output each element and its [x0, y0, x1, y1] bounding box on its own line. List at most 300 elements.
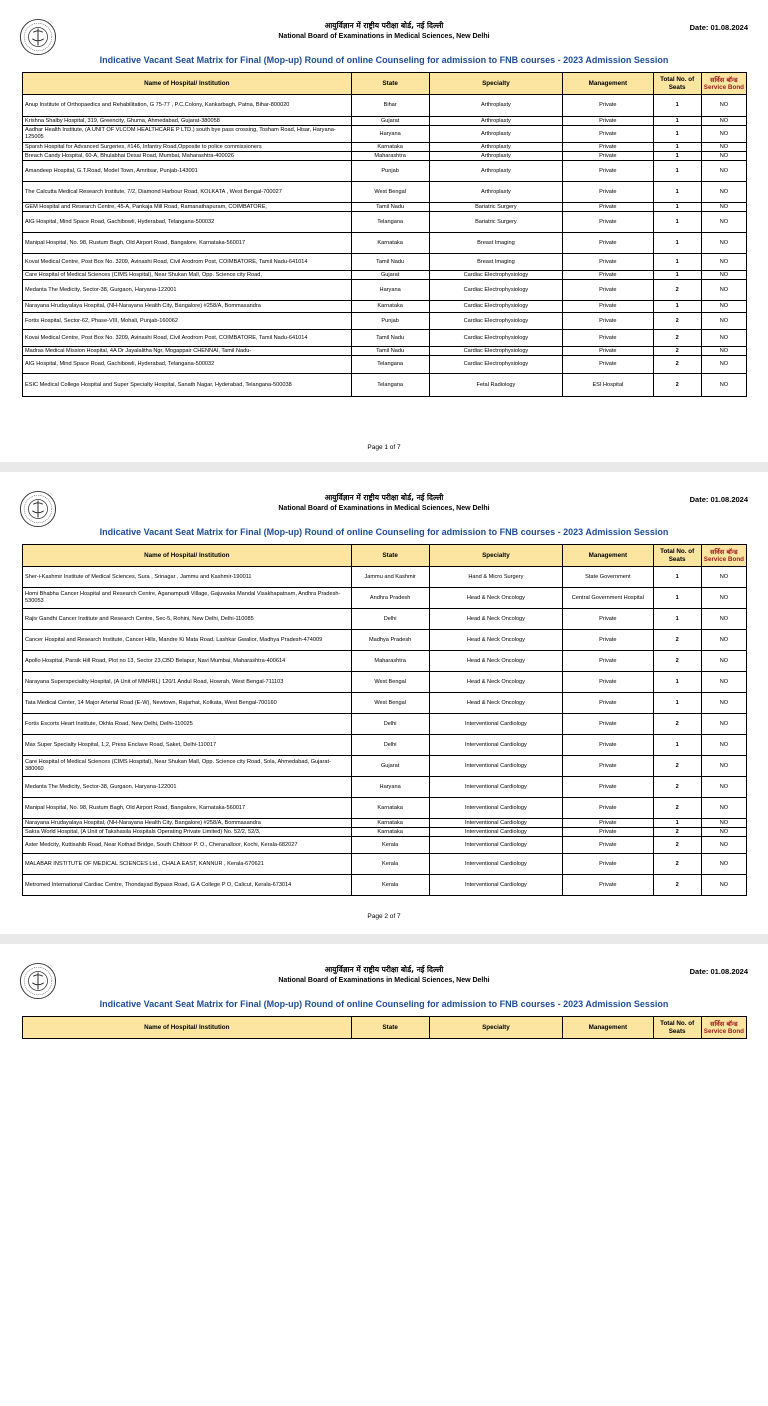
cell-seats: 1	[653, 212, 701, 233]
cell-hospital-name: Max Super Specialty Hospital, 1,2, Press Enclave Road, Saket, Delhi-110017	[23, 735, 352, 756]
cell-management: Private	[563, 126, 653, 143]
column-header-bond	[701, 1017, 746, 1039]
cell-management: Private	[563, 233, 653, 254]
cell-state: Karnataka	[351, 828, 429, 837]
cell-hospital-name: Krishna Shalby Hospital, 319, Greencity, Ghuma, Ahmedabad, Gujarat-380058	[23, 117, 352, 126]
cell-seats: 1	[653, 152, 701, 161]
cell-service-bond: NO	[701, 819, 746, 828]
table-row	[23, 374, 747, 397]
cell-service-bond: NO	[701, 837, 746, 854]
cell-specialty: Head & Neck Oncology	[429, 693, 563, 714]
cell-seats: 1	[653, 117, 701, 126]
cell-specialty: Breast Imaging	[429, 254, 563, 271]
cell-seats: 1	[653, 95, 701, 117]
table-row	[23, 735, 747, 756]
cell-state: Tamil Nadu	[351, 347, 429, 356]
cell-management: Private	[563, 347, 653, 356]
table-row	[23, 777, 747, 798]
cell-specialty: Interventional Cardiology	[429, 875, 563, 896]
column-header-management: Management	[563, 545, 653, 567]
table-row	[23, 280, 747, 301]
table-row	[23, 95, 747, 117]
table-row	[23, 212, 747, 233]
cell-hospital-name: Kovai Medical Centre, Post Box No. 3209, Avinashi Road, Civil Arodrom Post, COIMBATORE, Tamil Nadu-641014	[23, 330, 352, 347]
cell-specialty: Interventional Cardiology	[429, 828, 563, 837]
cell-specialty: Cardiac Electrophysiology	[429, 356, 563, 374]
seat-matrix-table	[22, 1016, 747, 1039]
cell-management: Private	[563, 714, 653, 735]
cell-service-bond: NO	[701, 567, 746, 588]
cell-seats: 2	[653, 875, 701, 896]
cell-state: Punjab	[351, 313, 429, 330]
cell-state: Delhi	[351, 609, 429, 630]
cell-state: West Bengal	[351, 672, 429, 693]
cell-hospital-name: Sakra World Hospital, (A Unit of Takshasila Hospitals Operating Private Limited) No. 52/2, 52/3,	[23, 828, 352, 837]
header-block	[200, 20, 568, 42]
cell-management: Private	[563, 143, 653, 152]
cell-hospital-name: Medanta The Medicity, Sector-38, Gurgaon, Haryana-122001	[23, 280, 352, 301]
header-block	[200, 492, 568, 514]
cell-seats: 2	[653, 374, 701, 397]
cell-management: Private	[563, 854, 653, 875]
table-row	[23, 819, 747, 828]
cell-specialty: Hand & Micro Surgery	[429, 567, 563, 588]
cell-state: Madhya Pradesh	[351, 630, 429, 651]
cell-seats: 2	[653, 356, 701, 374]
cell-service-bond: NO	[701, 756, 746, 777]
seat-matrix-table	[22, 72, 747, 397]
cell-specialty: Interventional Cardiology	[429, 854, 563, 875]
table-row	[23, 301, 747, 313]
cell-service-bond: NO	[701, 212, 746, 233]
column-header-specialty: Specialty	[429, 73, 563, 95]
bond-header-english: Service Bond	[703, 83, 745, 91]
table-row	[23, 356, 747, 374]
cell-specialty: Bariatric Surgery	[429, 212, 563, 233]
cell-state: Jammu and Kashmir	[351, 567, 429, 588]
cell-hospital-name: Fortis Hospital, Sector-62, Phase-VIII, Mohali, Punjab-160062	[23, 313, 352, 330]
cell-seats: 1	[653, 203, 701, 212]
table-row	[23, 693, 747, 714]
cell-specialty: Head & Neck Oncology	[429, 609, 563, 630]
cell-state: Kerala	[351, 854, 429, 875]
cell-hospital-name: Care Hospital of Medical Sciences (CIMS Hospital), Near Shukan Mall, Opp. Science city Road, Sola, Ahmedabad, Gujarat-380060	[23, 756, 352, 777]
column-header-state: State	[351, 73, 429, 95]
cell-seats: 1	[653, 182, 701, 203]
cell-management: Private	[563, 798, 653, 819]
cell-management: Private	[563, 203, 653, 212]
cell-specialty: Arthroplasty	[429, 161, 563, 182]
cell-state: Maharashtra	[351, 651, 429, 672]
cell-management: Private	[563, 254, 653, 271]
cell-management: Private	[563, 630, 653, 651]
cell-seats: 1	[653, 609, 701, 630]
cell-state: Telangana	[351, 212, 429, 233]
cell-state: Gujarat	[351, 271, 429, 280]
page-1	[0, 0, 768, 462]
cell-specialty: Arthroplasty	[429, 143, 563, 152]
cell-seats: 1	[653, 271, 701, 280]
cell-service-bond: NO	[701, 672, 746, 693]
cell-hospital-name: Manipal Hospital, No. 98, Rustum Bagh, Old Airport Road, Bangalore, Karnataka-560017	[23, 233, 352, 254]
cell-management: State Government	[563, 567, 653, 588]
cell-state: Punjab	[351, 161, 429, 182]
cell-seats: 2	[653, 280, 701, 301]
table-row	[23, 837, 747, 854]
table-header-row	[23, 73, 747, 95]
cell-state: Delhi	[351, 714, 429, 735]
cell-management: Private	[563, 819, 653, 828]
cell-service-bond: NO	[701, 313, 746, 330]
cell-seats: 2	[653, 798, 701, 819]
cell-hospital-name: Medanta The Medicity, Sector-38, Gurgaon, Haryana-122001	[23, 777, 352, 798]
cell-management: Private	[563, 875, 653, 896]
cell-specialty: Arthroplasty	[429, 117, 563, 126]
cell-seats: 2	[653, 828, 701, 837]
cell-management: Private	[563, 837, 653, 854]
cell-hospital-name: Homi Bhabha Cancer Hospital and Research Centre, Aganampudi Village, Gajuwaka Mandal Visakhapatnam, Andhra Pradesh-530053	[23, 588, 352, 609]
cell-management: Private	[563, 651, 653, 672]
cell-specialty: Cardiac Electrophysiology	[429, 330, 563, 347]
cell-service-bond: NO	[701, 143, 746, 152]
bond-header-hindi: सर्विस बॉन्ड	[710, 547, 738, 556]
cell-service-bond: NO	[701, 374, 746, 397]
cell-hospital-name: AIG Hospital, Mind Space Road, Gachibowli, Hyderabad, Telangana-500032	[23, 212, 352, 233]
cell-hospital-name: Care Hospital of Medical Sciences (CIMS Hospital), Near Shukan Mall, Opp. Science city Road,	[23, 271, 352, 280]
cell-state: West Bengal	[351, 693, 429, 714]
cell-seats: 2	[653, 756, 701, 777]
cell-state: Andhra Pradesh	[351, 588, 429, 609]
cell-service-bond: NO	[701, 875, 746, 896]
column-header-bond	[701, 545, 746, 567]
cell-management: Private	[563, 212, 653, 233]
cell-service-bond: NO	[701, 798, 746, 819]
bond-header-hindi: सर्विस बॉन्ड	[710, 1019, 738, 1028]
table-row	[23, 271, 747, 280]
cell-state: Karnataka	[351, 143, 429, 152]
cell-service-bond: NO	[701, 588, 746, 609]
cell-service-bond: NO	[701, 280, 746, 301]
cell-state: Karnataka	[351, 798, 429, 819]
cell-seats: 2	[653, 651, 701, 672]
header-hindi: आयुर्विज्ञान में राष्ट्रीय परीक्षा बोर्ड, नई दिल्ली	[324, 493, 444, 502]
cell-seats: 1	[653, 693, 701, 714]
table-header-row	[23, 1017, 747, 1039]
cell-management: Private	[563, 693, 653, 714]
cell-specialty: Arthroplasty	[429, 126, 563, 143]
table-row	[23, 798, 747, 819]
cell-specialty: Bariatric Surgery	[429, 203, 563, 212]
cell-hospital-name: Anup Institute of Orthopaedics and Rehabilitation, G 75-77 , P.C.Colony, Kankarbagh, Patna, Bihar-800020	[23, 95, 352, 117]
cell-specialty: Head & Neck Oncology	[429, 630, 563, 651]
table-row	[23, 651, 747, 672]
cell-service-bond: NO	[701, 630, 746, 651]
cell-management: Private	[563, 735, 653, 756]
header-english: National Board of Examinations in Medical Sciences, New Delhi	[278, 505, 490, 512]
table-row	[23, 756, 747, 777]
cell-specialty: Arthroplasty	[429, 182, 563, 203]
cell-seats: 1	[653, 588, 701, 609]
header-english: National Board of Examinations in Medical Sciences, New Delhi	[278, 33, 490, 40]
cell-state: Kerala	[351, 875, 429, 896]
cell-state: Tamil Nadu	[351, 254, 429, 271]
cell-service-bond: NO	[701, 152, 746, 161]
cell-service-bond: NO	[701, 126, 746, 143]
cell-management: Private	[563, 271, 653, 280]
cell-seats: 1	[653, 161, 701, 182]
cell-seats: 1	[653, 254, 701, 271]
cell-specialty: Cardiac Electrophysiology	[429, 280, 563, 301]
cell-hospital-name: Aadhar Health Institute, (A UNIT OF VLCOM HEALTHCARE P LTD.) south bye pass crossing, Tosham Road, Hisar, Haryana-125005	[23, 126, 352, 143]
column-header-specialty: Specialty	[429, 1017, 563, 1039]
cell-state: Haryana	[351, 777, 429, 798]
cell-state: Tamil Nadu	[351, 330, 429, 347]
page-footer: Page 2 of 7	[367, 913, 401, 920]
table-row	[23, 161, 747, 182]
column-header-state: State	[351, 545, 429, 567]
cell-hospital-name: Tata Medical Center, 14 Major Arterial Road (E-W), Newtown, Rajarhat, Kolkata, West Bengal-700160	[23, 693, 352, 714]
cell-hospital-name: Sparsh Hospital for Advanced Surgeries, #146, Infantry Road,Opposite to police commissioners	[23, 143, 352, 152]
cell-management: Private	[563, 330, 653, 347]
table-row	[23, 567, 747, 588]
column-header-bond	[701, 73, 746, 95]
cell-state: Telangana	[351, 374, 429, 397]
column-header-management: Management	[563, 1017, 653, 1039]
cell-seats: 1	[653, 735, 701, 756]
column-header-state: State	[351, 1017, 429, 1039]
cell-hospital-name: Rajiv Gandhi Cancer Institute and Research Centre, Sec-5, Rohini, New Delhi, Delhi-110085	[23, 609, 352, 630]
cell-service-bond: NO	[701, 271, 746, 280]
column-header-name: Name of Hospital/ Institution	[23, 545, 352, 567]
cell-seats: 2	[653, 777, 701, 798]
cell-hospital-name: Narayana Hrudayalaya Hospital, (NH-Narayana Health City, Bangalore) #258/A, Bommasandra	[23, 301, 352, 313]
cell-hospital-name: Narayana Superspeciality Hospital, (A Unit of MMHRL) 120/1 Andul Road, Howrah, West Bengal-711103	[23, 672, 352, 693]
cell-management: Private	[563, 280, 653, 301]
cell-hospital-name: GEM Hospital and Research Centre, 45-A, Pankaja Mill Road, Ramanathapuram, COIMBATORE,	[23, 203, 352, 212]
cell-seats: 2	[653, 347, 701, 356]
table-row	[23, 117, 747, 126]
cell-hospital-name: AIG Hospital, Mind Space Road, Gachibowli, Hyderabad, Telangana-500032	[23, 356, 352, 374]
cell-seats: 1	[653, 301, 701, 313]
column-header-name: Name of Hospital/ Institution	[23, 1017, 352, 1039]
header-english: National Board of Examinations in Medical Sciences, New Delhi	[278, 977, 490, 984]
cell-service-bond: NO	[701, 254, 746, 271]
cell-management: Private	[563, 301, 653, 313]
page-footer: Page 1 of 7	[367, 444, 401, 451]
cell-management: Private	[563, 356, 653, 374]
cell-hospital-name: Amandeep Hospital, G.T.Road, Model Town, Amritsar, Punjab-143001	[23, 161, 352, 182]
cell-specialty: Cardiac Electrophysiology	[429, 301, 563, 313]
cell-specialty: Head & Neck Oncology	[429, 672, 563, 693]
cell-seats: 1	[653, 819, 701, 828]
column-header-seats: Total No. of Seats	[653, 1017, 701, 1039]
bond-header-english: Service Bond	[703, 555, 745, 563]
cell-service-bond: NO	[701, 161, 746, 182]
cell-hospital-name: Sher-i-Kashmir Institute of Medical Sciences, Sura , Srinagar , Jammu and Kashmir-190011	[23, 567, 352, 588]
cell-service-bond: NO	[701, 651, 746, 672]
nbems-logo-icon	[19, 490, 57, 528]
cell-management: Private	[563, 152, 653, 161]
cell-hospital-name: Madras Medical Mission Hospital, 4A Dr Jayalalitha Ngr, Mogappair CHENNAI, Tamil Nadu-	[23, 347, 352, 356]
table-row	[23, 152, 747, 161]
cell-management: Private	[563, 756, 653, 777]
cell-state: Telangana	[351, 356, 429, 374]
cell-specialty: Cardiac Electrophysiology	[429, 313, 563, 330]
cell-hospital-name: Metromed International Cardiac Centre, Thondayad Bypass Road, G A College P O, Calicut, Kerala-673014	[23, 875, 352, 896]
cell-seats: 1	[653, 233, 701, 254]
cell-management: Private	[563, 182, 653, 203]
cell-state: West Bengal	[351, 182, 429, 203]
cell-specialty: Arthroplasty	[429, 95, 563, 117]
cell-service-bond: NO	[701, 233, 746, 254]
cell-specialty: Interventional Cardiology	[429, 756, 563, 777]
cell-specialty: Breast Imaging	[429, 233, 563, 254]
cell-management: Private	[563, 161, 653, 182]
cell-service-bond: NO	[701, 95, 746, 117]
cell-service-bond: NO	[701, 693, 746, 714]
column-header-name: Name of Hospital/ Institution	[23, 73, 352, 95]
cell-state: Karnataka	[351, 233, 429, 254]
column-header-specialty: Specialty	[429, 545, 563, 567]
table-row	[23, 182, 747, 203]
cell-hospital-name: ESIC Medical College Hospital and Super Specialty Hospital, Sanath Nagar, Hyderabad, Telangana-500038	[23, 374, 352, 397]
cell-management: Central Government Hospital	[563, 588, 653, 609]
bond-header-hindi: सर्विस बॉन्ड	[710, 75, 738, 84]
cell-service-bond: NO	[701, 117, 746, 126]
cell-specialty: Head & Neck Oncology	[429, 651, 563, 672]
table-row	[23, 854, 747, 875]
cell-specialty: Interventional Cardiology	[429, 798, 563, 819]
document-title: Indicative Vacant Seat Matrix for Final (Mop-up) Round of online Counseling for admission to FNB courses - 2023 Admission Session	[99, 999, 669, 1009]
table-row	[23, 630, 747, 651]
cell-state: Haryana	[351, 280, 429, 301]
cell-hospital-name: Apollo Hospital, Parsik Hill Road, Plot no 13, Sector 23,CBD Belapur, Navi Mumbai, Maharashtra-400614	[23, 651, 352, 672]
cell-seats: 2	[653, 714, 701, 735]
table-row	[23, 330, 747, 347]
cell-state: Maharashtra	[351, 152, 429, 161]
cell-state: Tamil Nadu	[351, 203, 429, 212]
column-header-seats: Total No. of Seats	[653, 545, 701, 567]
cell-management: Private	[563, 313, 653, 330]
cell-hospital-name: Kovai Medical Centre, Post Box No. 3209, Avinashi Road, Civil Arodrom Post, COIMBATORE, Tamil Nadu-641014	[23, 254, 352, 271]
cell-specialty: Cardiac Electrophysiology	[429, 271, 563, 280]
cell-seats: 2	[653, 837, 701, 854]
cell-specialty: Interventional Cardiology	[429, 819, 563, 828]
column-header-management: Management	[563, 73, 653, 95]
table-row	[23, 714, 747, 735]
table-row	[23, 203, 747, 212]
table-row	[23, 588, 747, 609]
cell-hospital-name: Cancer Hospital and Research Institute, Cancer Hills, Mandre Ki Mata Road, Lashkar Gwalior, Madhya Pradesh-474009	[23, 630, 352, 651]
cell-specialty: Interventional Cardiology	[429, 777, 563, 798]
cell-service-bond: NO	[701, 777, 746, 798]
cell-specialty: Cardiac Electrophysiology	[429, 347, 563, 356]
document-title: Indicative Vacant Seat Matrix for Final (Mop-up) Round of online Counseling for admission to FNB courses - 2023 Admission Session	[99, 527, 669, 537]
cell-state: Bihar	[351, 95, 429, 117]
cell-service-bond: NO	[701, 203, 746, 212]
cell-service-bond: NO	[701, 828, 746, 837]
table-row	[23, 313, 747, 330]
cell-hospital-name: Fortis Escorts Heart Institute, Okhla Road, New Delhi, Delhi-110025	[23, 714, 352, 735]
cell-state: Karnataka	[351, 819, 429, 828]
cell-service-bond: NO	[701, 735, 746, 756]
cell-state: Gujarat	[351, 117, 429, 126]
seat-matrix-table	[22, 544, 747, 896]
cell-service-bond: NO	[701, 347, 746, 356]
table-row	[23, 875, 747, 896]
cell-seats: 1	[653, 143, 701, 152]
table-row	[23, 126, 747, 143]
header-date: Date: 01.08.2024	[689, 495, 748, 504]
cell-service-bond: NO	[701, 854, 746, 875]
cell-state: Delhi	[351, 735, 429, 756]
cell-specialty: Interventional Cardiology	[429, 714, 563, 735]
header-hindi: आयुर्विज्ञान में राष्ट्रीय परीक्षा बोर्ड, नई दिल्ली	[324, 21, 444, 30]
cell-seats: 2	[653, 330, 701, 347]
cell-hospital-name: Breach Candy Hospital, 60-A, Bhulabhai Desai Road, Mumbai, Maharashtra-400026	[23, 152, 352, 161]
cell-seats: 2	[653, 630, 701, 651]
cell-service-bond: NO	[701, 714, 746, 735]
table-row	[23, 609, 747, 630]
cell-service-bond: NO	[701, 356, 746, 374]
bond-header-english: Service Bond	[703, 1027, 745, 1035]
cell-specialty: Interventional Cardiology	[429, 735, 563, 756]
cell-seats: 2	[653, 854, 701, 875]
cell-state: Kerala	[351, 837, 429, 854]
document-title: Indicative Vacant Seat Matrix for Final (Mop-up) Round of online Counseling for admission to FNB courses - 2023 Admission Session	[99, 55, 669, 65]
cell-service-bond: NO	[701, 301, 746, 313]
table-header-row	[23, 545, 747, 567]
header-date: Date: 01.08.2024	[689, 967, 748, 976]
cell-management: Private	[563, 777, 653, 798]
header-hindi: आयुर्विज्ञान में राष्ट्रीय परीक्षा बोर्ड, नई दिल्ली	[324, 965, 444, 974]
cell-management: Private	[563, 672, 653, 693]
header-date: Date: 01.08.2024	[689, 23, 748, 32]
cell-hospital-name: MALABAR INSTITUTE OF MEDICAL SCIENCES Ltd., CHALA EAST, KANNUR , Kerala-670621	[23, 854, 352, 875]
cell-specialty: Head & Neck Oncology	[429, 588, 563, 609]
table-row	[23, 233, 747, 254]
cell-seats: 1	[653, 672, 701, 693]
cell-state: Karnataka	[351, 301, 429, 313]
cell-service-bond: NO	[701, 609, 746, 630]
cell-management: ESI Hospital	[563, 374, 653, 397]
nbems-logo-icon	[19, 962, 57, 1000]
page-2	[0, 472, 768, 934]
cell-hospital-name: Aster Medcity, Kuttisahib Road, Near Kothad Bridge, South Chittoor P. O., Cheranalloor, Kochi, Kerala-682027	[23, 837, 352, 854]
table-row	[23, 254, 747, 271]
column-header-seats: Total No. of Seats	[653, 73, 701, 95]
table-row	[23, 828, 747, 837]
cell-service-bond: NO	[701, 330, 746, 347]
cell-seats: 2	[653, 313, 701, 330]
cell-seats: 1	[653, 567, 701, 588]
cell-management: Private	[563, 117, 653, 126]
cell-hospital-name: Narayana Hrudayalaya Hospital, (NH-Narayana Health City, Bangalore) #258/A, Bommasandra	[23, 819, 352, 828]
cell-state: Gujarat	[351, 756, 429, 777]
cell-hospital-name: The Calcutta Medical Research Institute, 7/2, Diamond Harbour Road, KOLKATA , West Bengal-700027	[23, 182, 352, 203]
cell-management: Private	[563, 609, 653, 630]
table-row	[23, 143, 747, 152]
cell-hospital-name: Manipal Hospital, No. 98, Rustum Bagh, Old Airport Road, Bangalore, Karnataka-560017	[23, 798, 352, 819]
cell-specialty: Interventional Cardiology	[429, 837, 563, 854]
table-row	[23, 347, 747, 356]
header-block	[200, 964, 568, 986]
cell-management: Private	[563, 828, 653, 837]
cell-specialty: Fetal Radiology	[429, 374, 563, 397]
cell-service-bond: NO	[701, 182, 746, 203]
cell-management: Private	[563, 95, 653, 117]
table-row	[23, 672, 747, 693]
